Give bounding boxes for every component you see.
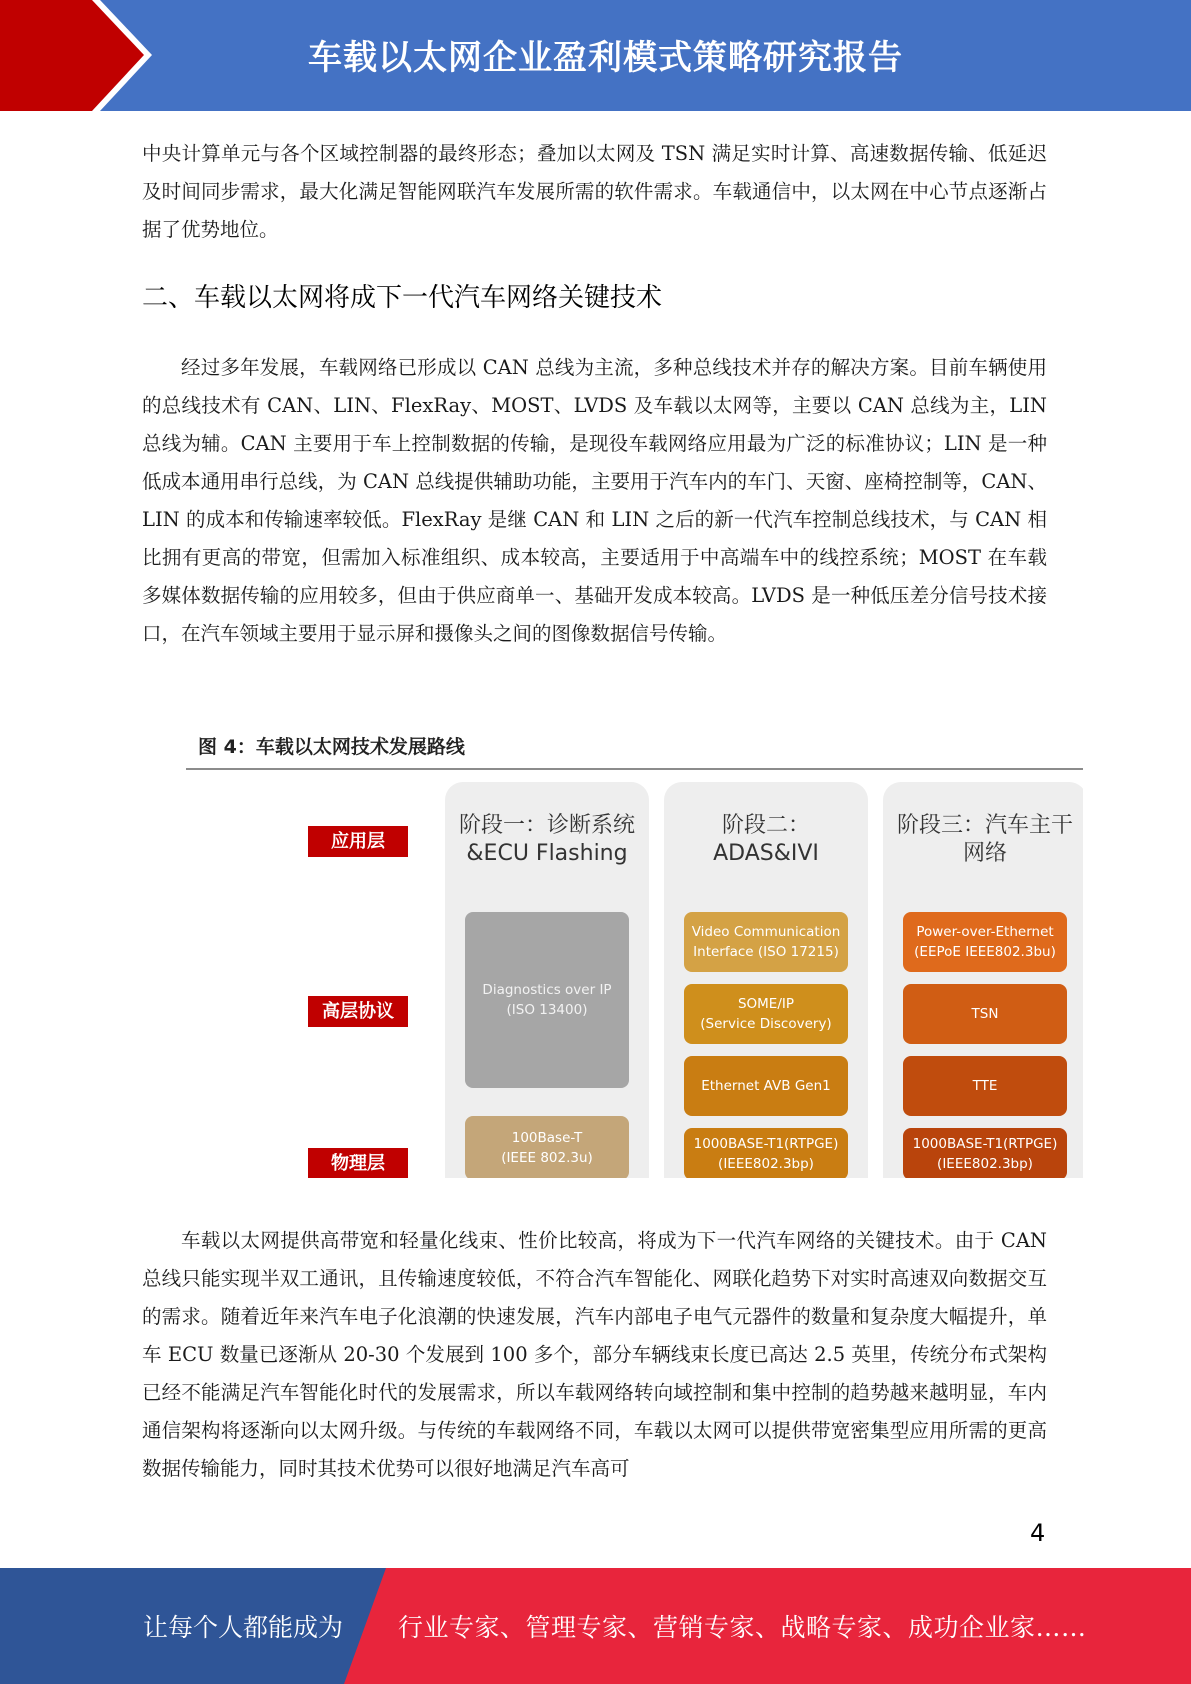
stage-2-box-avb xyxy=(684,1056,848,1116)
stage-2-title xyxy=(664,812,868,868)
box-line1: 100Base-T xyxy=(511,1130,583,1146)
stage-2-column xyxy=(664,782,868,1178)
body-paragraph-1: 经过多年发展，车载网络已形成以 CAN 总线为主流，多种总线技术并存的解决方案。目前车辆使用的总线技术有 CAN、LIN、FlexRay、MOST、LVDS 及车载以太网等，主要以 CAN 总线为主，LIN 总线为辅。CAN 主要用于车上控制数据的传输，是现役车载网络应用最为广泛的标准协议；LIN 是一种低成本通用串行总线，为 CAN 总线提供辅助功能，主要用于汽车内的车门、天窗、座椅控制等，CAN、LIN 的成本和传输速率较低。FlexRay 是继 CAN 和 LIN 之后的新一代汽车控制总线技术，与 CAN 相比拥有更高的带宽，但需加入标准组织、成本较高，主要适用于中高端车中的线控系统；MOST 在车载多媒体数据传输的应用较多，但由于供应商单一、基础开发成本较高。LVDS 是一种低压差分信号技术接口，在汽车领域主要用于显示屏和摄像头之间的图像数据信号传输。 xyxy=(142,356,1047,645)
stage-1-protocol-box xyxy=(465,912,629,1088)
report-title: 车载以太网企业盈利模式策略研究报告 xyxy=(308,38,903,78)
box-line1: SOME/IP xyxy=(737,996,795,1012)
intro-paragraph: 中央计算单元与各个区域控制器的最终形态；叠加以太网及 TSN 满足实时计算、高速数据传输、低延迟及时间同步需求，最大化满足智能网联汽车发展所需的软件需求。车载通信中，以太网在中心节点逐渐占据了优势地位。 xyxy=(142,142,1047,241)
box-line1: 1000BASE-T1(RTPGE) xyxy=(912,1136,1058,1152)
page-header xyxy=(0,0,1191,111)
box-line2: Interface (ISO 17215) xyxy=(693,944,839,960)
box-line1: 1000BASE-T1(RTPGE) xyxy=(693,1136,839,1152)
footer-slogan-left: 让每个人都能成为 xyxy=(143,1613,344,1642)
stage-1-title-line2: &ECU Flashing xyxy=(466,841,628,866)
box-line2: (IEEE802.3bp) xyxy=(937,1156,1033,1172)
stage-2-title-line1: 阶段二： xyxy=(721,813,810,838)
layer-label-application: 应用层 xyxy=(308,826,408,857)
stage-3-title-line1: 阶段三：汽车主干 xyxy=(896,813,1073,838)
stage-1-physical-box xyxy=(465,1116,629,1178)
section-heading: 二、车载以太网将成下一代汽车网络关键技术 xyxy=(142,283,663,313)
stage-1-title-line1: 阶段一：诊断系统 xyxy=(458,813,635,838)
box-line2: (Service Discovery) xyxy=(700,1016,832,1032)
page-number: 4 xyxy=(1030,1519,1046,1547)
box-line2: (ISO 13400) xyxy=(506,1002,588,1018)
body-paragraph-2: 车载以太网提供高带宽和轻量化线束、性价比较高，将成为下一代汽车网络的关键技术。由于 CAN 总线只能实现半双工通讯，且传输速度较低，不符合汽车智能化、网联化趋势下对实时高速双向数据交互的需求。随着近年来汽车电子化浪潮的快速发展，汽车内部电子电气元器件的数量和复杂度大幅提升，单车 ECU 数量已逐渐从 20-30 个发展到 100 多个，部分车辆线束长度已高达 2.5 英里，传统分布式架构已经不能满足汽车智能化时代的发展需求，所以车载网络转向域控制和集中控制的趋势越来越明显，车内通信架构将逐渐向以太网升级。与传统的车载网络不同，车载以太网可以提供带宽密集型应用所需的更高数据传输能力，同时其技术优势可以很好地满足汽车高可 xyxy=(142,1229,1047,1480)
paragraph-1-section xyxy=(142,349,1047,653)
stage-3-title xyxy=(883,812,1083,868)
box-line2: (IEEE 802.3u) xyxy=(501,1150,593,1166)
stage-2-box-physical xyxy=(684,1128,848,1178)
box-line1: Power-over-Ethernet xyxy=(916,924,1054,940)
stage-2-box-video xyxy=(684,912,848,972)
stage-3-column xyxy=(883,782,1083,1178)
intro-section xyxy=(142,135,1047,249)
stage-1-title xyxy=(445,812,649,868)
layer-label-physical: 物理层 xyxy=(308,1148,408,1178)
box-line1: Video Communication xyxy=(691,924,841,940)
stage-3-title-line2: 网络 xyxy=(962,841,1007,866)
box-line1: Ethernet AVB Gen1 xyxy=(701,1078,831,1094)
box-line2: (EEPoE IEEE802.3bu) xyxy=(914,944,1056,960)
stage-3-box-tsn xyxy=(903,984,1067,1044)
box-line1: TSN xyxy=(971,1006,999,1022)
box-line2: (IEEE802.3bp) xyxy=(718,1156,814,1172)
figure-ethernet-roadmap xyxy=(186,724,1083,1178)
layer-label-upper-protocol: 高层协议 xyxy=(308,996,408,1027)
paragraph-2-section xyxy=(142,1222,1047,1488)
figure-title: 图 4：车载以太网技术发展路线 xyxy=(198,736,465,758)
page-footer xyxy=(0,1568,1191,1684)
box-line1: TTE xyxy=(972,1078,998,1094)
stage-3-box-tte xyxy=(903,1056,1067,1116)
stage-1-column xyxy=(445,782,649,1178)
box-line1: Diagnostics over IP xyxy=(482,982,612,998)
stage-2-box-someip xyxy=(684,984,848,1044)
stage-3-box-physical xyxy=(903,1128,1067,1178)
figure-title-rule xyxy=(186,768,1083,770)
footer-slogan-right: 行业专家、管理专家、营销专家、战略专家、成功企业家…… xyxy=(398,1613,1087,1642)
stage-3-box-poe xyxy=(903,912,1067,972)
stage-2-title-line2: ADAS&IVI xyxy=(713,841,819,866)
